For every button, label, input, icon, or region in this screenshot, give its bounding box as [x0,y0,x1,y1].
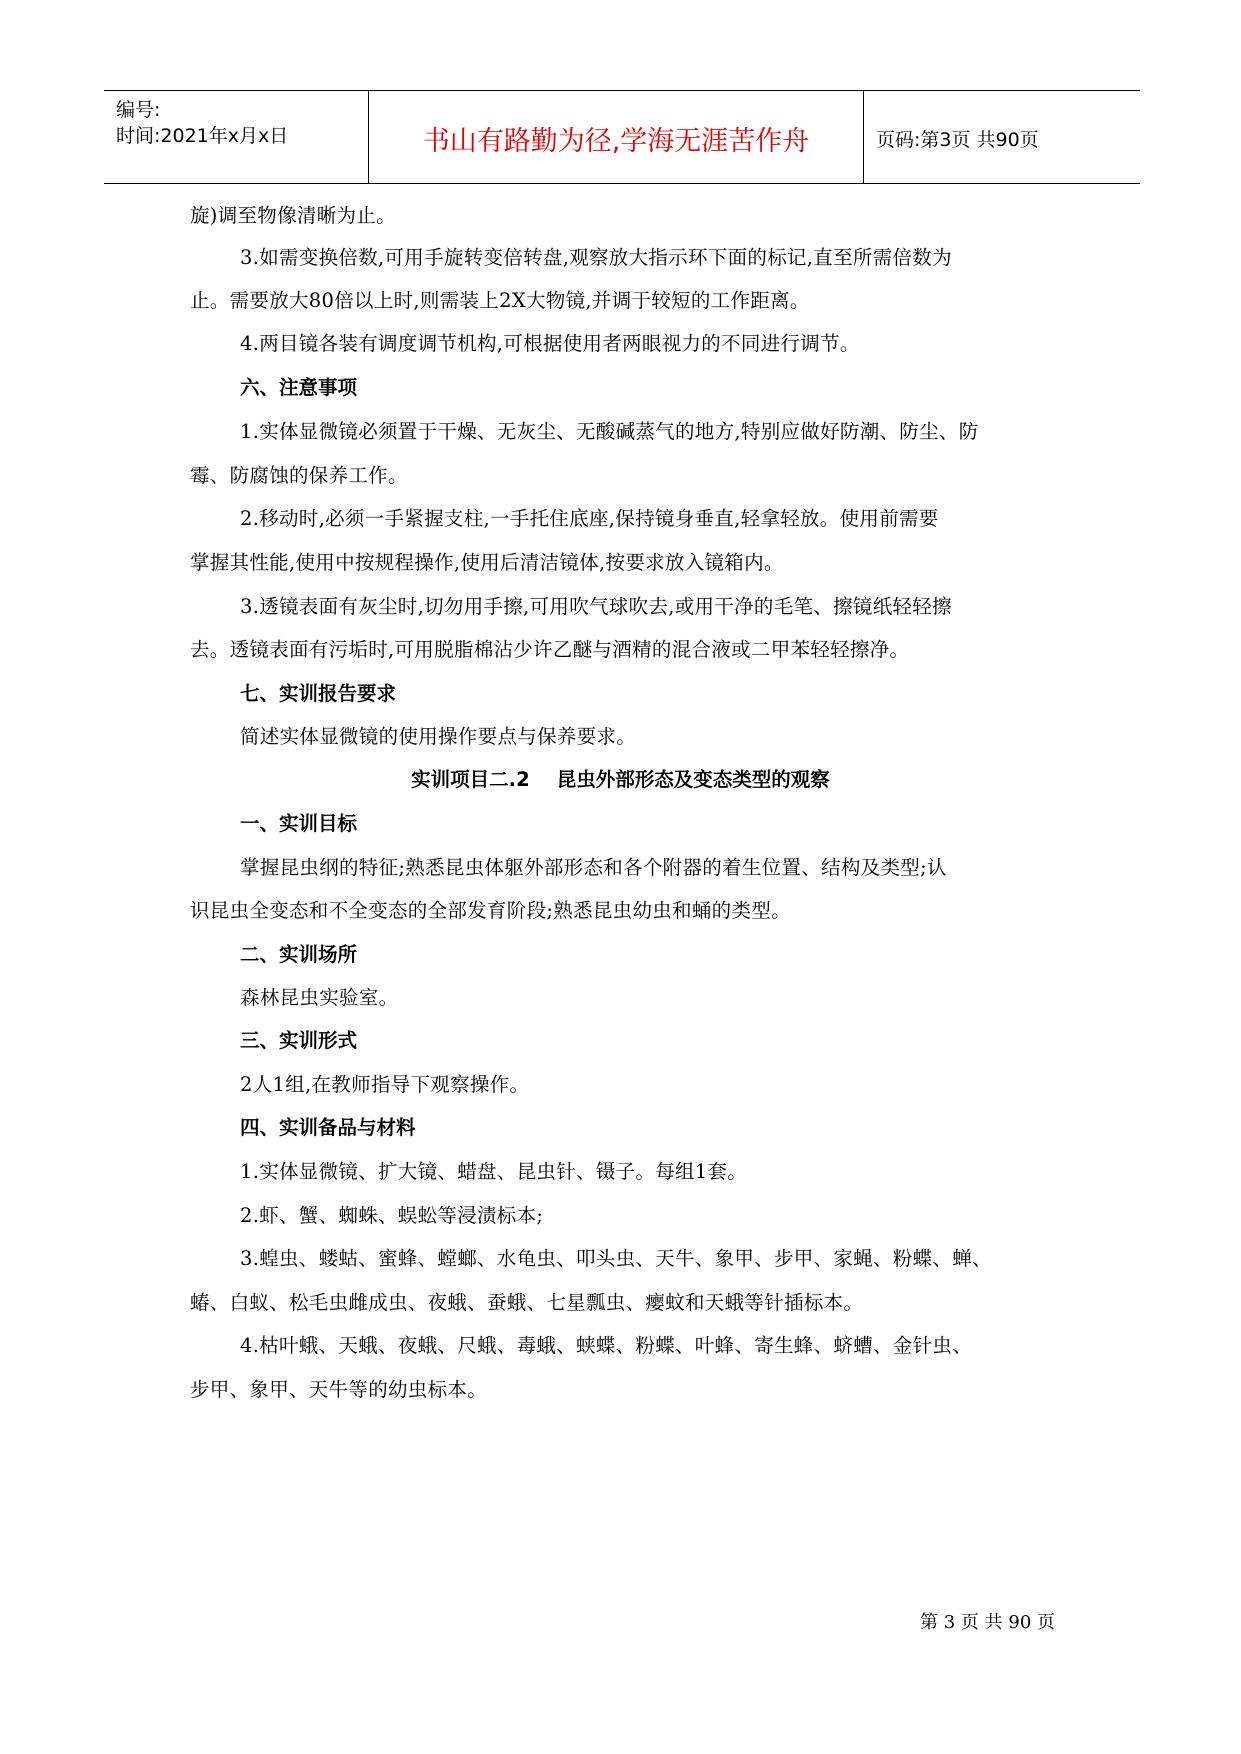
paragraph-line: 1.实体显微镜必须置于干燥、无灰尘、无酸碱蒸气的地方,特别应做好防潮、防尘、防 [240,420,979,443]
paragraph-line: 止。需要放大80倍以上时,则需装上2X大物镜,并调于较短的工作距离。 [190,289,810,312]
paragraph-line: 3.蝗虫、蝼蛄、蜜蜂、螳螂、水龟虫、叩头虫、天牛、象甲、步甲、家蝇、粉蝶、蝉、 [240,1247,992,1270]
paragraph-line: 2人1组,在教师指导下观察操作。 [240,1073,530,1096]
paragraph-line: 2.移动时,必须一手紧握支柱,一手托住底座,保持镜身垂直,轻拿轻放。使用前需要 [240,507,939,530]
document-header [104,90,1140,184]
section-heading: 四、实训备品与材料 [240,1116,416,1139]
header-center-cell [369,91,864,183]
paragraph-line: 4.两目镜各装有调度调节机构,可根据使用者两眼视力的不同进行调节。 [240,332,860,355]
paragraph-line: 4.枯叶蛾、天蛾、夜蛾、尺蛾、毒蛾、蛱蝶、粉蝶、叶蜂、寄生蜂、蛴螬、金针虫、 [240,1334,973,1357]
section-heading: 七、实训报告要求 [240,682,397,705]
section-heading: 三、实训形式 [240,1029,358,1052]
document-number-label: 编号: [116,99,161,121]
paragraph-line: 3.如需变换倍数,可用手旋转变倍转盘,观察放大指示环下面的标记,直至所需倍数为 [240,246,952,269]
header-right-cell [864,91,1140,183]
paragraph-line: 旋)调至物像清晰为止。 [190,204,396,227]
paragraph-line: 掌握昆虫纲的特征;熟悉昆虫体躯外部形态和各个附器的着生位置、结构及类型;认 [240,856,947,879]
paragraph-line: 去。透镜表面有污垢时,可用脱脂棉沾少许乙醚与酒精的混合液或二甲苯轻轻擦净。 [190,638,910,661]
paragraph-line: 识昆虫全变态和不全变态的全部发育阶段;熟悉昆虫幼虫和蛹的类型。 [190,899,791,922]
paragraph-line: 2.虾、蟹、蜘蛛、蜈蚣等浸渍标本; [240,1204,544,1227]
paragraph-line: 步甲、象甲、天牛等的幼虫标本。 [190,1378,488,1401]
header-left-cell [104,91,369,183]
document-time-label: 时间:2021年x月x日 [116,125,289,147]
section-heading: 一、实训目标 [240,812,358,835]
paragraph-line: 霉、防腐蚀的保养工作。 [190,464,408,487]
section-heading: 六、注意事项 [240,376,358,399]
header-motto: 书山有路勤为径,学海无涯苦作舟 [422,126,810,157]
project-title: 实训项目二.2 昆虫外部形态及变态类型的观察 [411,768,830,791]
paragraph-line: 蝽、白蚁、松毛虫雌成虫、夜蛾、蚕蛾、七星瓢虫、瘿蚊和天蛾等针插标本。 [190,1291,864,1314]
header-page-label: 页码:第3页 共90页 [876,129,1039,151]
paragraph-line: 掌握其性能,使用中按规程操作,使用后清洁镜体,按要求放入镜箱内。 [190,551,784,574]
paragraph-line: 1.实体显微镜、扩大镜、蜡盘、昆虫针、镊子。每组1套。 [240,1160,748,1183]
paragraph-line: 3.透镜表面有灰尘时,切勿用手擦,可用吹气球吹去,或用干净的毛笔、擦镜纸轻轻擦 [240,595,952,618]
page-footer: 第 3 页 共 90 页 [920,1612,1055,1633]
paragraph-line: 森林昆虫实验室。 [240,986,399,1009]
section-heading: 二、实训场所 [240,943,358,966]
paragraph-line: 简述实体显微镜的使用操作要点与保养要求。 [240,725,637,748]
